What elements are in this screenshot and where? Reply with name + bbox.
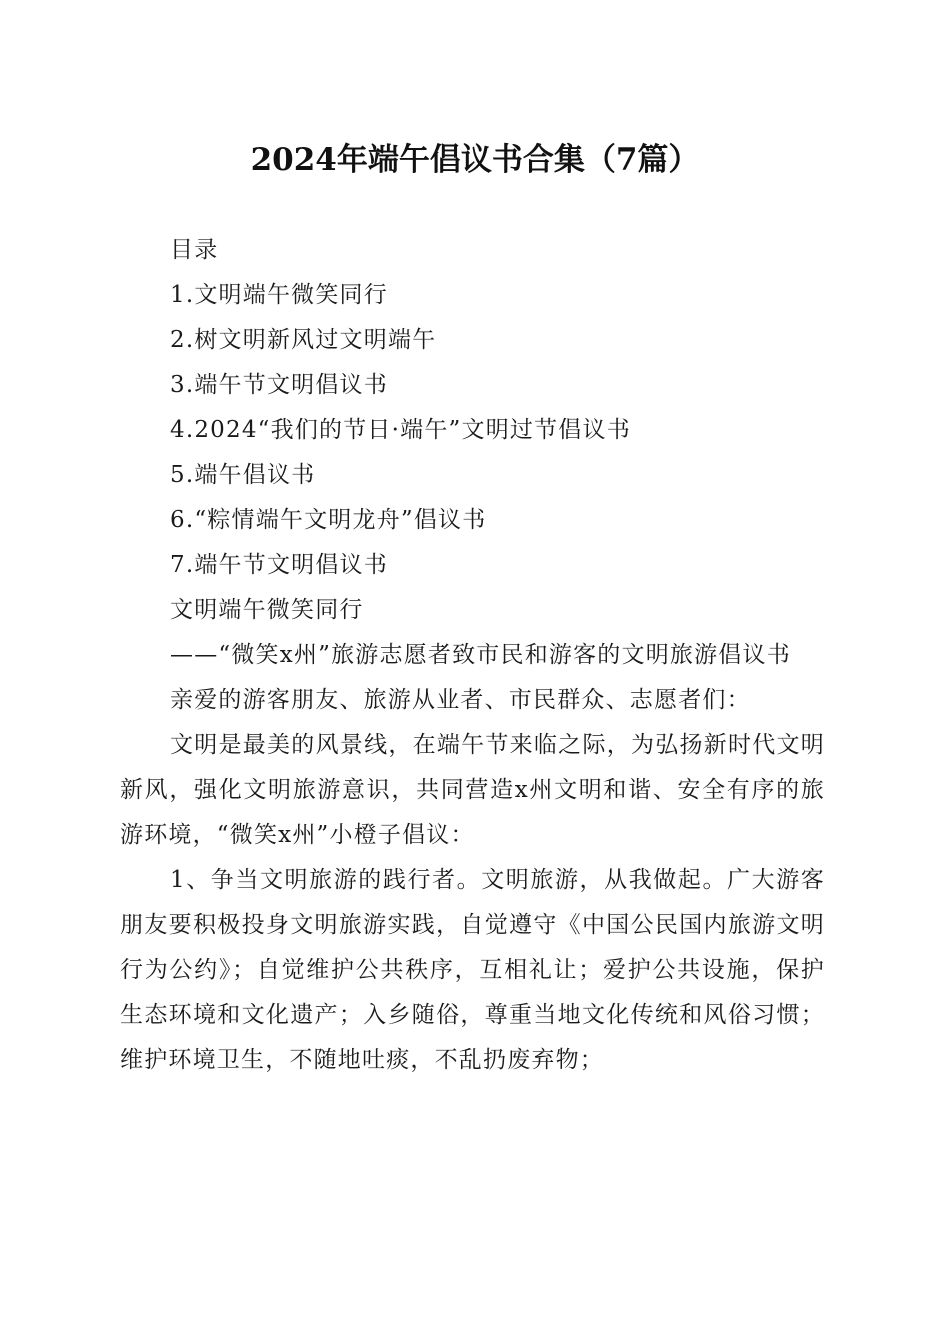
- toc-item: 4.2024“我们的节日·端午”文明过节倡议书: [170, 417, 631, 443]
- section-subtitle: ——“微笑x州”旅游志愿者致市民和游客的文明旅游倡议书: [170, 642, 791, 668]
- toc-item: 6.“粽情端午文明龙舟”倡议书: [170, 507, 487, 533]
- document-title: 2024年端午倡议书合集（7篇）: [250, 142, 700, 178]
- body-paragraph: 1、争当文明旅游的践行者。文明旅游，从我做起。广大游客朋友要积极投身文明旅游实践，自觉遵守《中国公民国内旅游文明行为公约》；自觉维护公共秩序，互相礼让；爱护公共设施，保护生态环境和文化遗产；入乡随俗，尊重当地文化传统和风俗习惯；维护环境卫生，不随地吐痰，不乱扔废弃物；: [120, 867, 825, 1073]
- toc-item: 1.文明端午微笑同行: [170, 282, 388, 308]
- toc-item: 2.树文明新风过文明端午: [170, 327, 437, 353]
- body-paragraph: 文明是最美的风景线，在端午节来临之际，为弘扬新时代文明新风，强化文明旅游意识，共同营造x州文明和谐、安全有序的旅游环境，“微笑x州”小橙子倡议：: [120, 732, 825, 848]
- toc-item: 7.端午节文明倡议书: [170, 552, 388, 578]
- salutation: 亲爱的游客朋友、旅游从业者、市民群众、志愿者们：: [170, 687, 751, 713]
- section-title: 文明端午微笑同行: [170, 597, 364, 623]
- toc-heading: 目录: [170, 237, 219, 263]
- document-body: [120, 228, 825, 1083]
- toc-item: 5.端午倡议书: [170, 462, 316, 488]
- toc-item: 3.端午节文明倡议书: [170, 372, 388, 398]
